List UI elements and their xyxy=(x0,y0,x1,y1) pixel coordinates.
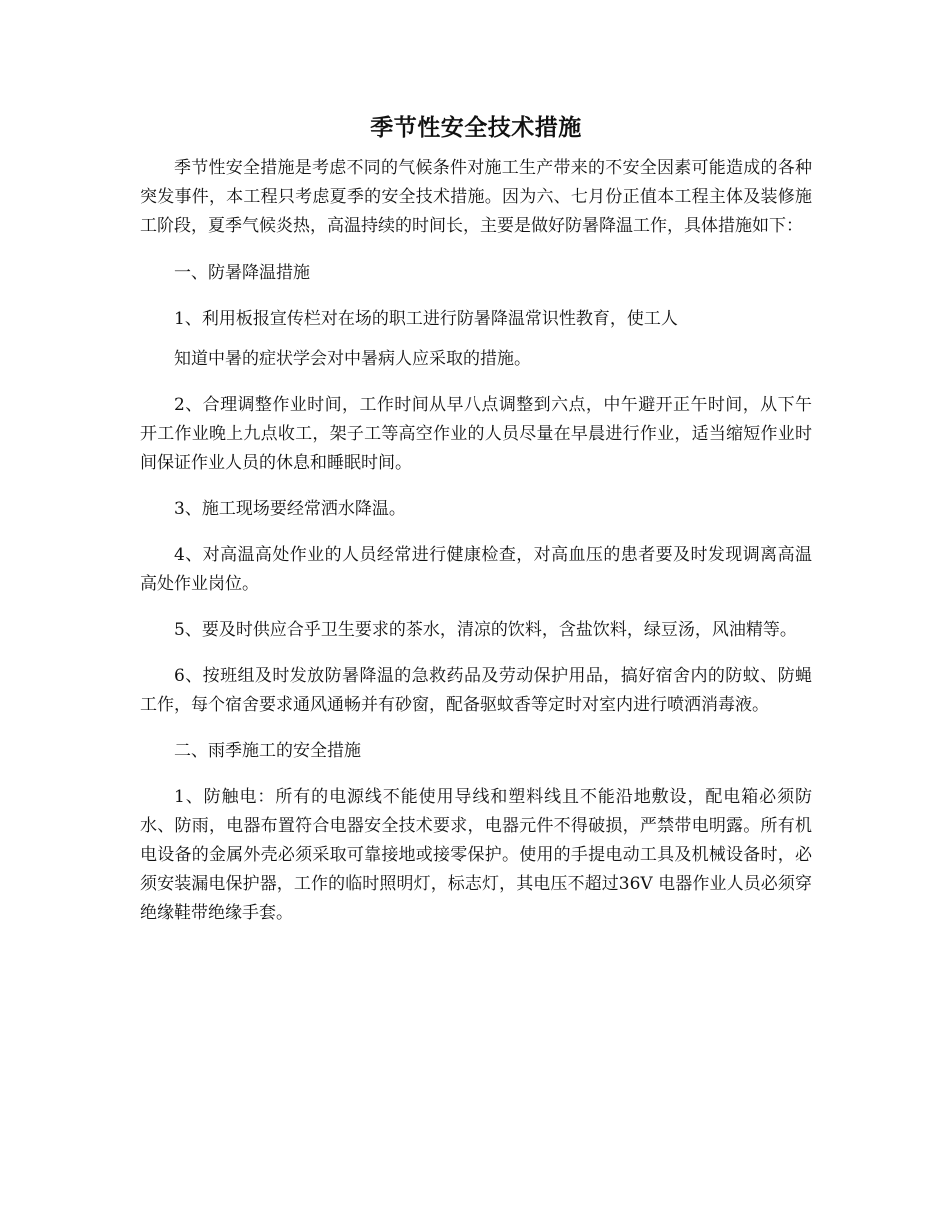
heat-measure-3: 3、施工现场要经常洒水降温。 xyxy=(174,499,406,519)
rain-measure-1: 1、防触电：所有的电源线不能使用导线和塑料线且不能沿地敷设，配电箱必须防水、防雨，电器布置符合电器安全技术要求，电器元件不得破损，严禁带电明露。所有机电设备的金属外壳必须采取可靠接地或接零保护。使用的手提电动工具及机械设备时，必须安装漏电保护器，工作的临时照明灯，标志灯，其电压不超过36V 电器作业人员必须穿绝缘鞋带绝缘手套。 xyxy=(140,787,812,923)
document-title: 季节性安全技术措施 xyxy=(370,115,582,141)
heat-measure-1: 1、利用板报宣传栏对在场的职工进行防暑降温常识性教育，使工人 xyxy=(174,309,678,329)
intro-paragraph: 季节性安全措施是考虑不同的气候条件对施工生产带来的不安全因素可能造成的各种突发事件，本工程只考虑夏季的安全技术措施。因为六、七月份正值本工程主体及装修施工阶段，夏季气候炎热，高温持续的时间长，主要是做好防暑降温工作，具体措施如下： xyxy=(140,158,812,236)
heat-measure-1-continued: 知道中暑的症状学会对中暑病人应采取的措施。 xyxy=(174,349,531,369)
heat-measure-5: 5、要及时供应合乎卫生要求的茶水，清凉的饮料，含盐饮料，绿豆汤，风油精等。 xyxy=(174,620,797,640)
heat-measure-2: 2、合理调整作业时间，工作时间从早八点调整到六点，中午避开正午时间，从下午开工作业晚上九点收工，架子工等高空作业的人员尽量在早晨进行作业，适当缩短作业时间保证作业人员的休息和睡眠时间。 xyxy=(140,395,812,473)
heat-measure-4: 4、对高温高处作业的人员经常进行健康检查，对高血压的患者要及时发现调离高温高处作业岗位。 xyxy=(140,545,812,594)
heat-measure-6: 6、按班组及时发放防暑降温的急救药品及劳动保护用品，搞好宿舍内的防蚊、防蝇工作，每个宿舍要求通风通畅并有砂窗，配备驱蚊香等定时对室内进行喷洒消毒液。 xyxy=(140,666,812,715)
document-page xyxy=(140,112,812,945)
section-heading-rain: 二、雨季施工的安全措施 xyxy=(174,741,361,761)
section-heading-heat: 一、防暑降温措施 xyxy=(174,263,310,283)
